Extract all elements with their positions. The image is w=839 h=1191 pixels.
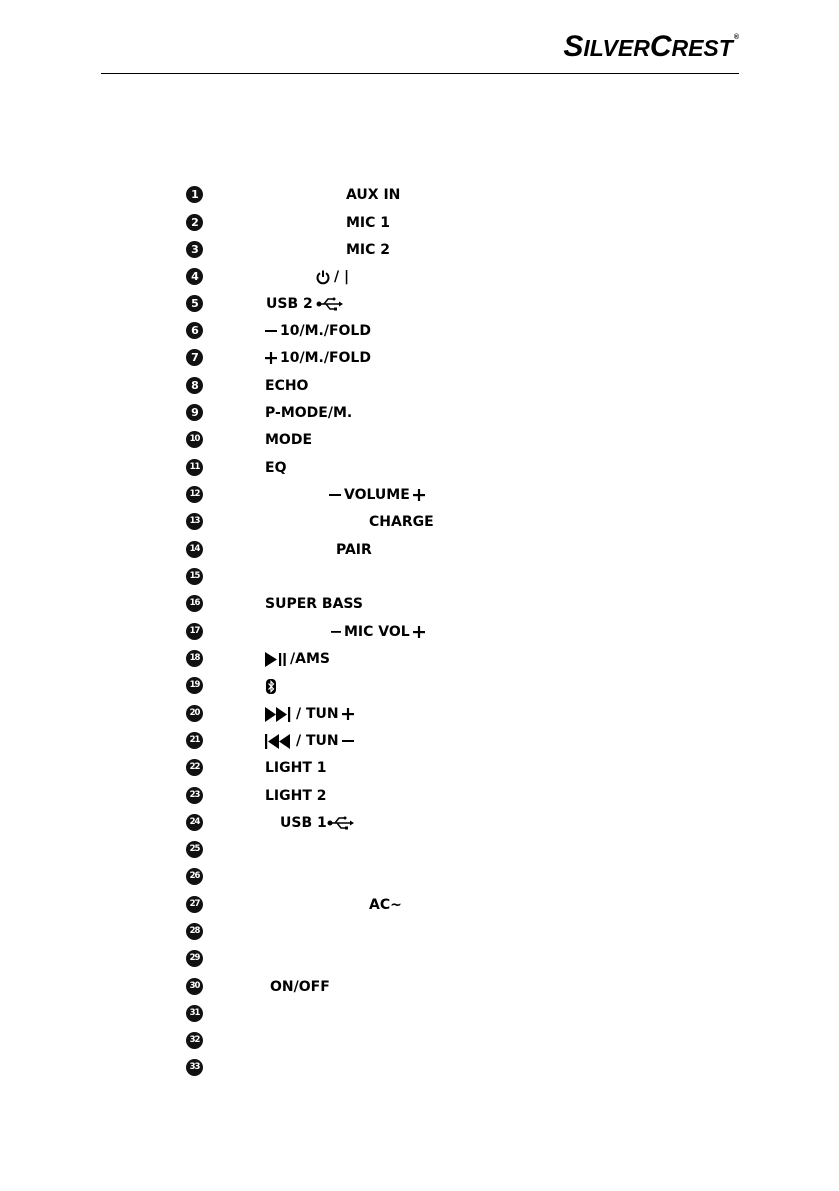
- item-number: 10: [186, 431, 203, 448]
- list-item-25: [0, 840, 839, 860]
- item-label: [315, 267, 349, 287]
- header-rule: [101, 73, 739, 74]
- list-item-27: [0, 895, 839, 915]
- item-number: 4: [186, 268, 203, 285]
- item-text: MIC 1: [346, 215, 391, 231]
- registered-mark: ®: [733, 34, 739, 41]
- item-number: 6: [186, 322, 203, 339]
- item-label: [346, 213, 390, 233]
- item-label: [265, 786, 327, 806]
- item-text: LIGHT 1: [265, 760, 327, 776]
- list-item-28: [0, 922, 839, 942]
- skip-previous-icon: [265, 734, 293, 749]
- skip-next-icon: [265, 707, 293, 722]
- item-text: / |: [334, 269, 350, 285]
- list-item-10: [0, 430, 839, 450]
- item-number: 3: [186, 241, 203, 258]
- list-item-15: [0, 567, 839, 587]
- item-number: 25: [186, 841, 203, 858]
- item-label: [331, 622, 425, 642]
- list-item-9: [0, 403, 839, 423]
- item-label: [265, 704, 354, 724]
- item-label: [265, 430, 312, 450]
- power-standby-icon: [315, 269, 331, 285]
- usb-icon: [327, 816, 355, 830]
- item-text: USB 2: [266, 296, 313, 312]
- item-label: [265, 348, 371, 368]
- list-item-11: [0, 458, 839, 478]
- minus-icon: [329, 489, 341, 501]
- item-number: 21: [186, 732, 203, 749]
- list-item-14: [0, 540, 839, 560]
- item-number: 12: [186, 486, 203, 503]
- item-text: USB 1: [280, 815, 327, 831]
- brand-logo: [563, 31, 739, 63]
- list-item-18: [0, 649, 839, 669]
- list-item-4: [0, 267, 839, 287]
- item-number: 2: [186, 214, 203, 231]
- item-label: [266, 676, 276, 696]
- item-label: [266, 294, 344, 314]
- item-label: [280, 813, 355, 833]
- item-text: MIC 2: [346, 242, 391, 258]
- item-text: PAIR: [336, 542, 372, 558]
- list-item-3: [0, 240, 839, 260]
- item-text: MODE: [265, 432, 313, 448]
- item-text: CHARGE: [369, 514, 434, 530]
- list-item-1: [0, 185, 839, 205]
- item-number: 31: [186, 1005, 203, 1022]
- play-pause-icon: [265, 652, 287, 667]
- brand-letter-c: C: [649, 30, 672, 63]
- item-text: SUPER BASS: [265, 596, 363, 612]
- item-number: 32: [186, 1032, 203, 1049]
- item-text: MIC VOL: [344, 624, 410, 640]
- item-text: 10/M./FOLD: [280, 350, 371, 366]
- usb-icon: [316, 297, 344, 311]
- item-number: 15: [186, 568, 203, 585]
- item-number: 11: [186, 459, 203, 476]
- item-text: AUX IN: [346, 187, 401, 203]
- item-label: [265, 758, 327, 778]
- list-item-33: [0, 1058, 839, 1078]
- item-label: [346, 240, 390, 260]
- item-label: [270, 977, 330, 997]
- list-item-24: [0, 813, 839, 833]
- bluetooth-icon: [266, 679, 276, 694]
- item-label: [369, 895, 402, 915]
- brand-text-ilver: ILVER: [583, 35, 650, 61]
- item-text: / TUN: [296, 733, 339, 749]
- item-number: 22: [186, 759, 203, 776]
- list-item-2: [0, 213, 839, 233]
- item-label: [336, 540, 372, 560]
- item-number: 33: [186, 1059, 203, 1076]
- item-label: [265, 594, 363, 614]
- plus-icon: [413, 626, 425, 638]
- minus-icon: [265, 325, 277, 337]
- item-text: ECHO: [265, 378, 309, 394]
- item-number: 18: [186, 650, 203, 667]
- list-item-26: [0, 867, 839, 887]
- item-text: EQ: [265, 460, 287, 476]
- item-number: 30: [186, 978, 203, 995]
- item-label: [265, 403, 352, 423]
- item-text: VOLUME: [344, 487, 410, 503]
- list-item-23: [0, 786, 839, 806]
- item-number: 1: [186, 186, 203, 203]
- item-number: 24: [186, 814, 203, 831]
- list-item-30: [0, 977, 839, 997]
- list-item-5: [0, 294, 839, 314]
- item-number: 23: [186, 787, 203, 804]
- item-number: 7: [186, 349, 203, 366]
- item-number: 13: [186, 513, 203, 530]
- item-label: [265, 649, 330, 669]
- item-number: 8: [186, 377, 203, 394]
- list-item-21: [0, 731, 839, 751]
- item-number: 27: [186, 896, 203, 913]
- item-label: [329, 485, 425, 505]
- item-number: 19: [186, 677, 203, 694]
- item-number: 20: [186, 705, 203, 722]
- item-number: 29: [186, 950, 203, 967]
- item-label: [265, 321, 371, 341]
- item-label: [346, 185, 400, 205]
- item-number: 17: [186, 623, 203, 640]
- item-number: 16: [186, 595, 203, 612]
- item-number: 26: [186, 868, 203, 885]
- item-text: AC~: [369, 897, 402, 913]
- item-label: [265, 458, 286, 478]
- plus-icon: [265, 352, 277, 364]
- list-item-13: [0, 512, 839, 532]
- plus-icon: [413, 489, 425, 501]
- list-item-8: [0, 376, 839, 396]
- item-text: 10/M./FOLD: [280, 323, 371, 339]
- item-text: LIGHT 2: [265, 788, 327, 804]
- list-item-31: [0, 1004, 839, 1024]
- item-text: / TUN: [296, 706, 339, 722]
- item-text: ON/OFF: [270, 979, 330, 995]
- item-number: 5: [186, 295, 203, 312]
- list-item-7: [0, 348, 839, 368]
- item-number: 28: [186, 923, 203, 940]
- list-item-22: [0, 758, 839, 778]
- item-label: [369, 512, 434, 532]
- list-item-17: [0, 622, 839, 642]
- minus-icon: [342, 735, 354, 747]
- plus-icon: [342, 708, 354, 720]
- minus-icon: [331, 626, 341, 638]
- list-item-19: [0, 676, 839, 696]
- list-item-29: [0, 949, 839, 969]
- brand-letter-s: S: [563, 30, 584, 63]
- list-item-16: [0, 594, 839, 614]
- item-number: 9: [186, 404, 203, 421]
- item-text: P-MODE/M.: [265, 405, 353, 421]
- list-item-12: [0, 485, 839, 505]
- list-item-6: [0, 321, 839, 341]
- item-number: 14: [186, 541, 203, 558]
- item-label: [265, 376, 308, 396]
- item-label: [265, 731, 354, 751]
- list-item-20: [0, 704, 839, 724]
- list-item-32: [0, 1031, 839, 1051]
- item-text: /AMS: [290, 651, 330, 667]
- brand-text-rest: REST: [671, 35, 733, 61]
